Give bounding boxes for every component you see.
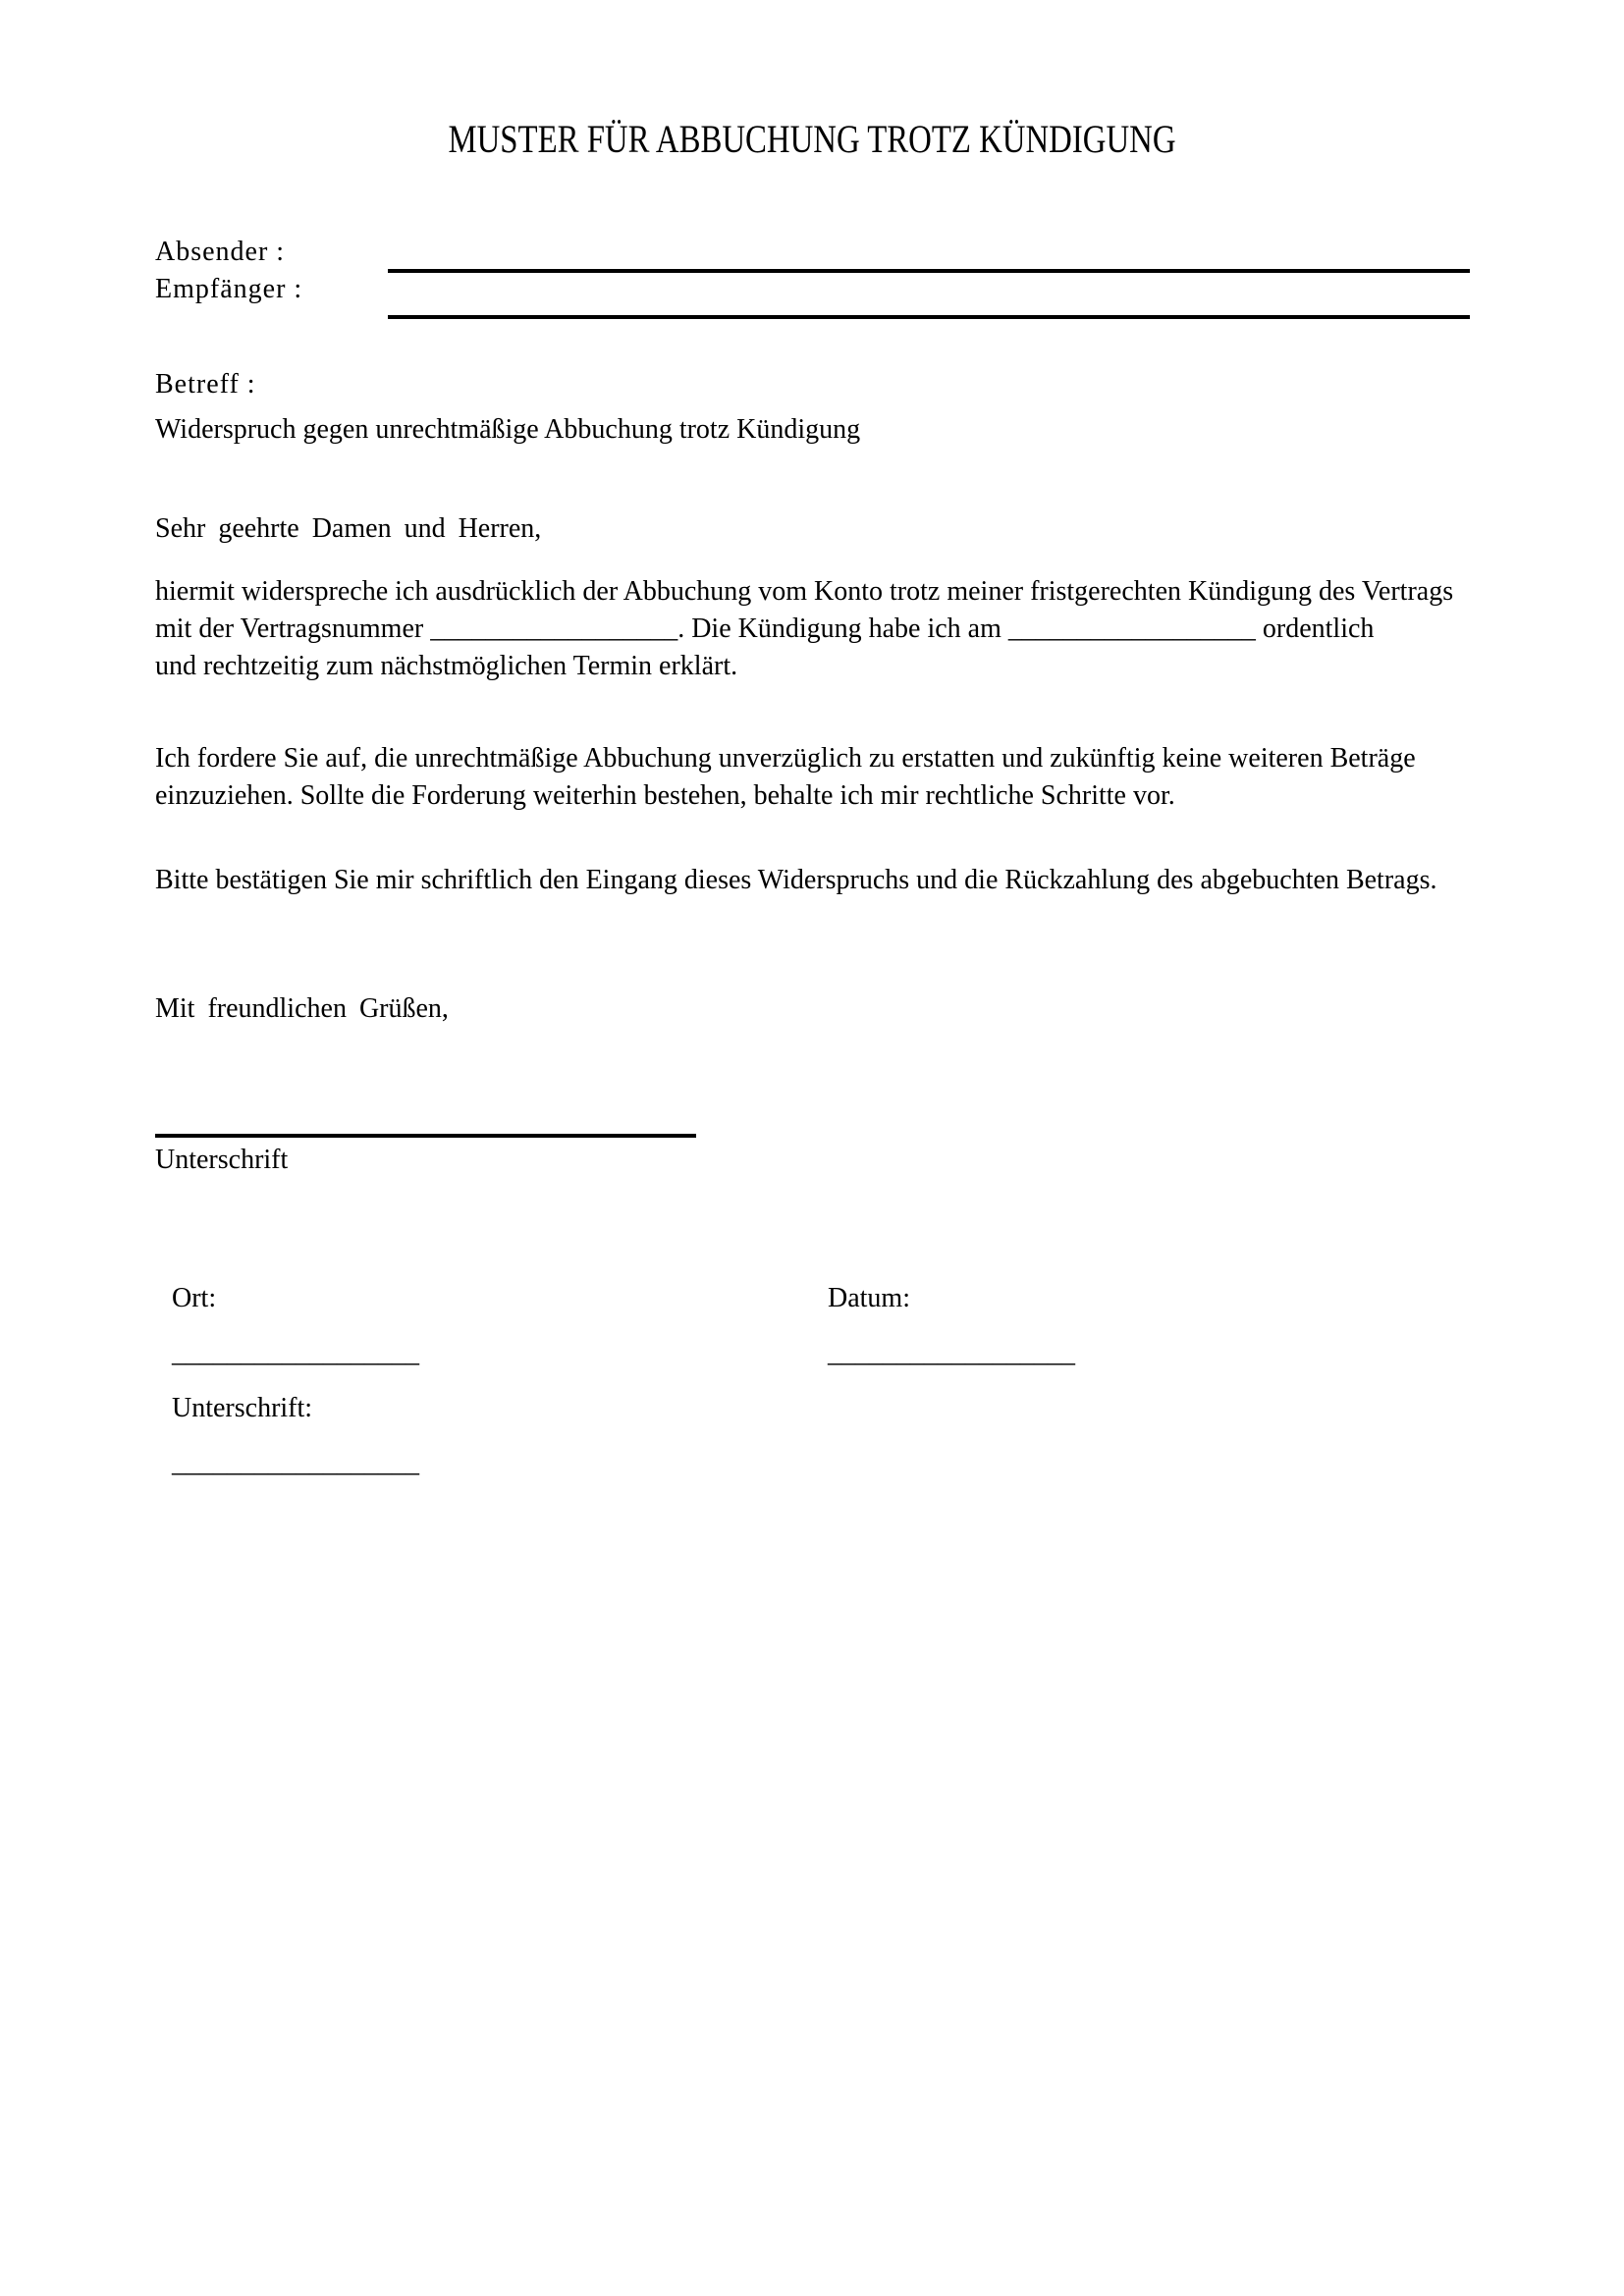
signature-caption: Unterschrift bbox=[155, 1145, 289, 1175]
recipient-fill-line bbox=[388, 315, 1470, 319]
signature-line bbox=[155, 1134, 696, 1138]
footer-signature-label: Unterschrift: bbox=[172, 1393, 313, 1423]
sender-fill-line bbox=[388, 269, 1470, 273]
paragraph-objection bbox=[155, 573, 1453, 685]
paragraph-confirmation-request: Bitte bestätigen Sie mir schriftlich den Eingang dieses Widerspruchs und die Rückzahlung des abgebuchten Betrags. bbox=[155, 865, 1437, 895]
place-fill-line: __________________ bbox=[172, 1338, 419, 1368]
paragraph-demand bbox=[155, 740, 1416, 815]
paragraph-line-with-blanks: mit der Vertragsnummer __________________. Die Kündigung habe ich am __________________ ordentlich bbox=[155, 614, 1375, 644]
paragraph-line: und rechtzeitig zum nächstmöglichen Termin erklärt. bbox=[155, 651, 738, 681]
subject-text: Widerspruch gegen unrechtmäßige Abbuchung trotz Kündigung bbox=[155, 414, 861, 445]
closing-phrase: Mit freundlichen Grüßen, bbox=[155, 993, 449, 1024]
paragraph-line: Ich fordere Sie auf, die unrechtmäßige Abbuchung unverzüglich zu erstatten und zukünftig keine weiteren Beträge bbox=[155, 743, 1416, 774]
paragraph-line: hiermit widerspreche ich ausdrücklich der Abbuchung vom Konto trotz meiner fristgerechten Kündigung des Vertrags bbox=[155, 576, 1454, 607]
date-label: Datum: bbox=[828, 1283, 910, 1313]
footer-signature-fill-line: __________________ bbox=[172, 1448, 419, 1478]
subject-label: Betreff : bbox=[155, 369, 256, 400]
salutation: Sehr geehrte Damen und Herren, bbox=[155, 513, 542, 544]
date-fill-line: __________________ bbox=[828, 1338, 1075, 1368]
document-title: MUSTER FÜR ABBUCHUNG TROTZ KÜNDIGUNG bbox=[448, 117, 1176, 161]
recipient-label: Empfänger : bbox=[155, 274, 303, 304]
place-label: Ort: bbox=[172, 1283, 217, 1313]
paragraph-line: einzuziehen. Sollte die Forderung weiterhin bestehen, behalte ich mir rechtliche Schritte vor. bbox=[155, 780, 1175, 811]
sender-label: Absender : bbox=[155, 237, 286, 267]
